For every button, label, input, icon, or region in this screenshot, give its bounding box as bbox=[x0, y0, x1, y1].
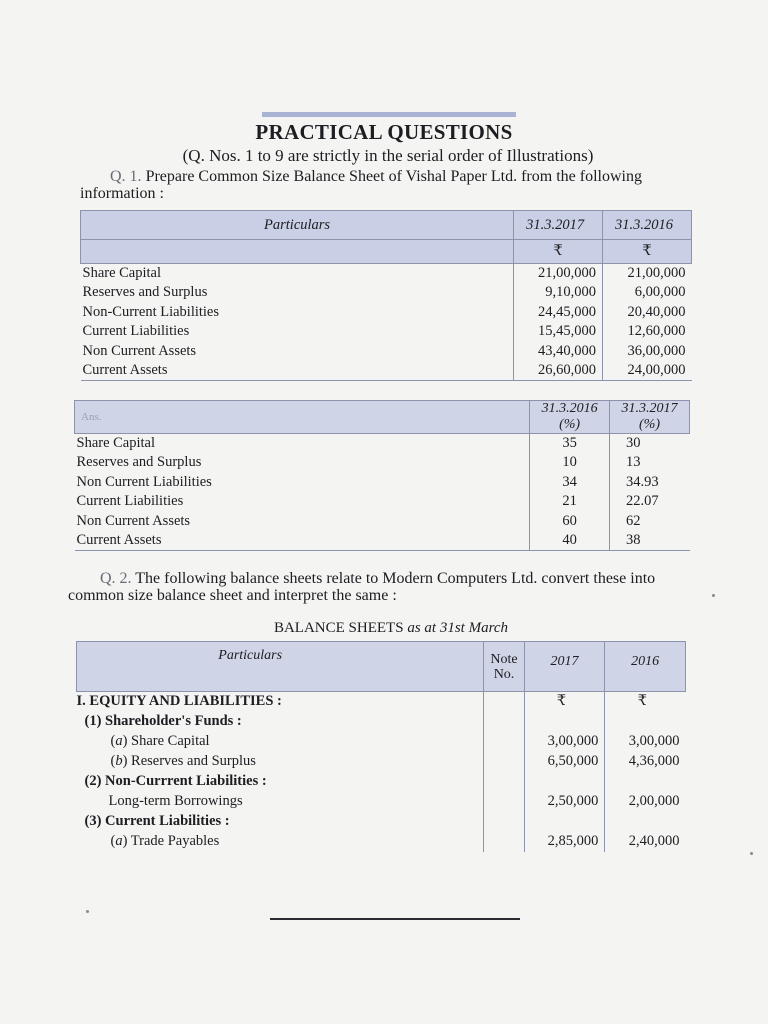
rupee-unit: ₹ bbox=[514, 240, 603, 264]
page-bottom-rule bbox=[270, 918, 520, 920]
table-row: (a) Share Capital 3,00,000 3,00,000 bbox=[77, 732, 686, 752]
table-row: Non Current Assets 60 62 bbox=[75, 512, 690, 532]
question-2 bbox=[68, 570, 688, 604]
table-row: Current Liabilities 15,45,000 12,60,000 bbox=[81, 322, 692, 342]
speck bbox=[86, 910, 89, 913]
answer-label: Ans. bbox=[75, 401, 530, 434]
question-1-number: Q. 1. bbox=[110, 168, 142, 185]
table-row: (1) Shareholder's Funds : bbox=[77, 712, 686, 732]
year-2017-header: 2017 bbox=[524, 642, 605, 692]
modern-computers-balance-sheet bbox=[76, 641, 686, 852]
answer-year-2017-header: 31.3.2017 (%) bbox=[610, 401, 690, 434]
answer-common-size-table bbox=[74, 400, 690, 551]
question-2-number: Q. 2. bbox=[100, 570, 132, 587]
answer-year-2016-header: 31.3.2016 (%) bbox=[530, 401, 610, 434]
speck bbox=[750, 852, 753, 855]
table-row: (b) Reserves and Surplus 6,50,000 4,36,000 bbox=[77, 752, 686, 772]
table-row: (3) Current Liabilities : bbox=[77, 812, 686, 832]
table-row: (2) Non-Currrent Liabilities : bbox=[77, 772, 686, 792]
table-row: Current Liabilities 21 22.07 bbox=[75, 492, 690, 512]
table-row: Long-term Borrowings 2,50,000 2,00,000 bbox=[77, 792, 686, 812]
table-row: Non Current Liabilities 34 34.93 bbox=[75, 473, 690, 493]
note-number-header: Note No. bbox=[484, 642, 524, 692]
table-row: Non-Current Liabilities 24,45,000 20,40,000 bbox=[81, 303, 692, 323]
table-row: Reserves and Surplus 10 13 bbox=[75, 453, 690, 473]
title-rule bbox=[262, 112, 516, 117]
question-2-text: The following balance sheets relate to Modern Computers Ltd. convert these into common size balance sheet and interpret the same : bbox=[68, 570, 656, 604]
table-row: Current Assets 40 38 bbox=[75, 531, 690, 551]
question-1 bbox=[80, 168, 696, 202]
table-row: (a) Trade Payables 2,85,000 2,40,000 bbox=[77, 832, 686, 852]
table-row: Non Current Assets 43,40,000 36,00,000 bbox=[81, 342, 692, 362]
table-row: Share Capital 21,00,000 21,00,000 bbox=[81, 264, 692, 284]
rupee-unit: ₹ bbox=[603, 240, 692, 264]
table-row: Current Assets 26,60,000 24,00,000 bbox=[81, 361, 692, 381]
table-row: Share Capital 35 30 bbox=[75, 434, 690, 454]
year-2017-header: 31.3.2017 bbox=[514, 211, 603, 240]
year-2016-header: 31.3.2016 bbox=[603, 211, 692, 240]
page-subtitle: (Q. Nos. 1 to 9 are strictly in the serial order of Illustrations) bbox=[182, 146, 594, 165]
balance-sheet-caption: BALANCE SHEETS as at 31st March bbox=[273, 620, 509, 636]
page-title: PRACTICAL QUESTIONS bbox=[255, 120, 513, 144]
table-row: Reserves and Surplus 9,10,000 6,00,000 bbox=[81, 283, 692, 303]
vishal-paper-data-table bbox=[80, 210, 692, 381]
particulars-header: Particulars bbox=[81, 211, 514, 240]
table-row: I. EQUITY AND LIABILITIES : ₹ ₹ bbox=[77, 692, 686, 712]
speck bbox=[712, 594, 715, 597]
question-1-text: Prepare Common Size Balance Sheet of Vishal Paper Ltd. from the following information : bbox=[80, 168, 642, 202]
year-2016-header: 2016 bbox=[605, 642, 686, 692]
particulars-header: Particulars bbox=[77, 642, 484, 692]
